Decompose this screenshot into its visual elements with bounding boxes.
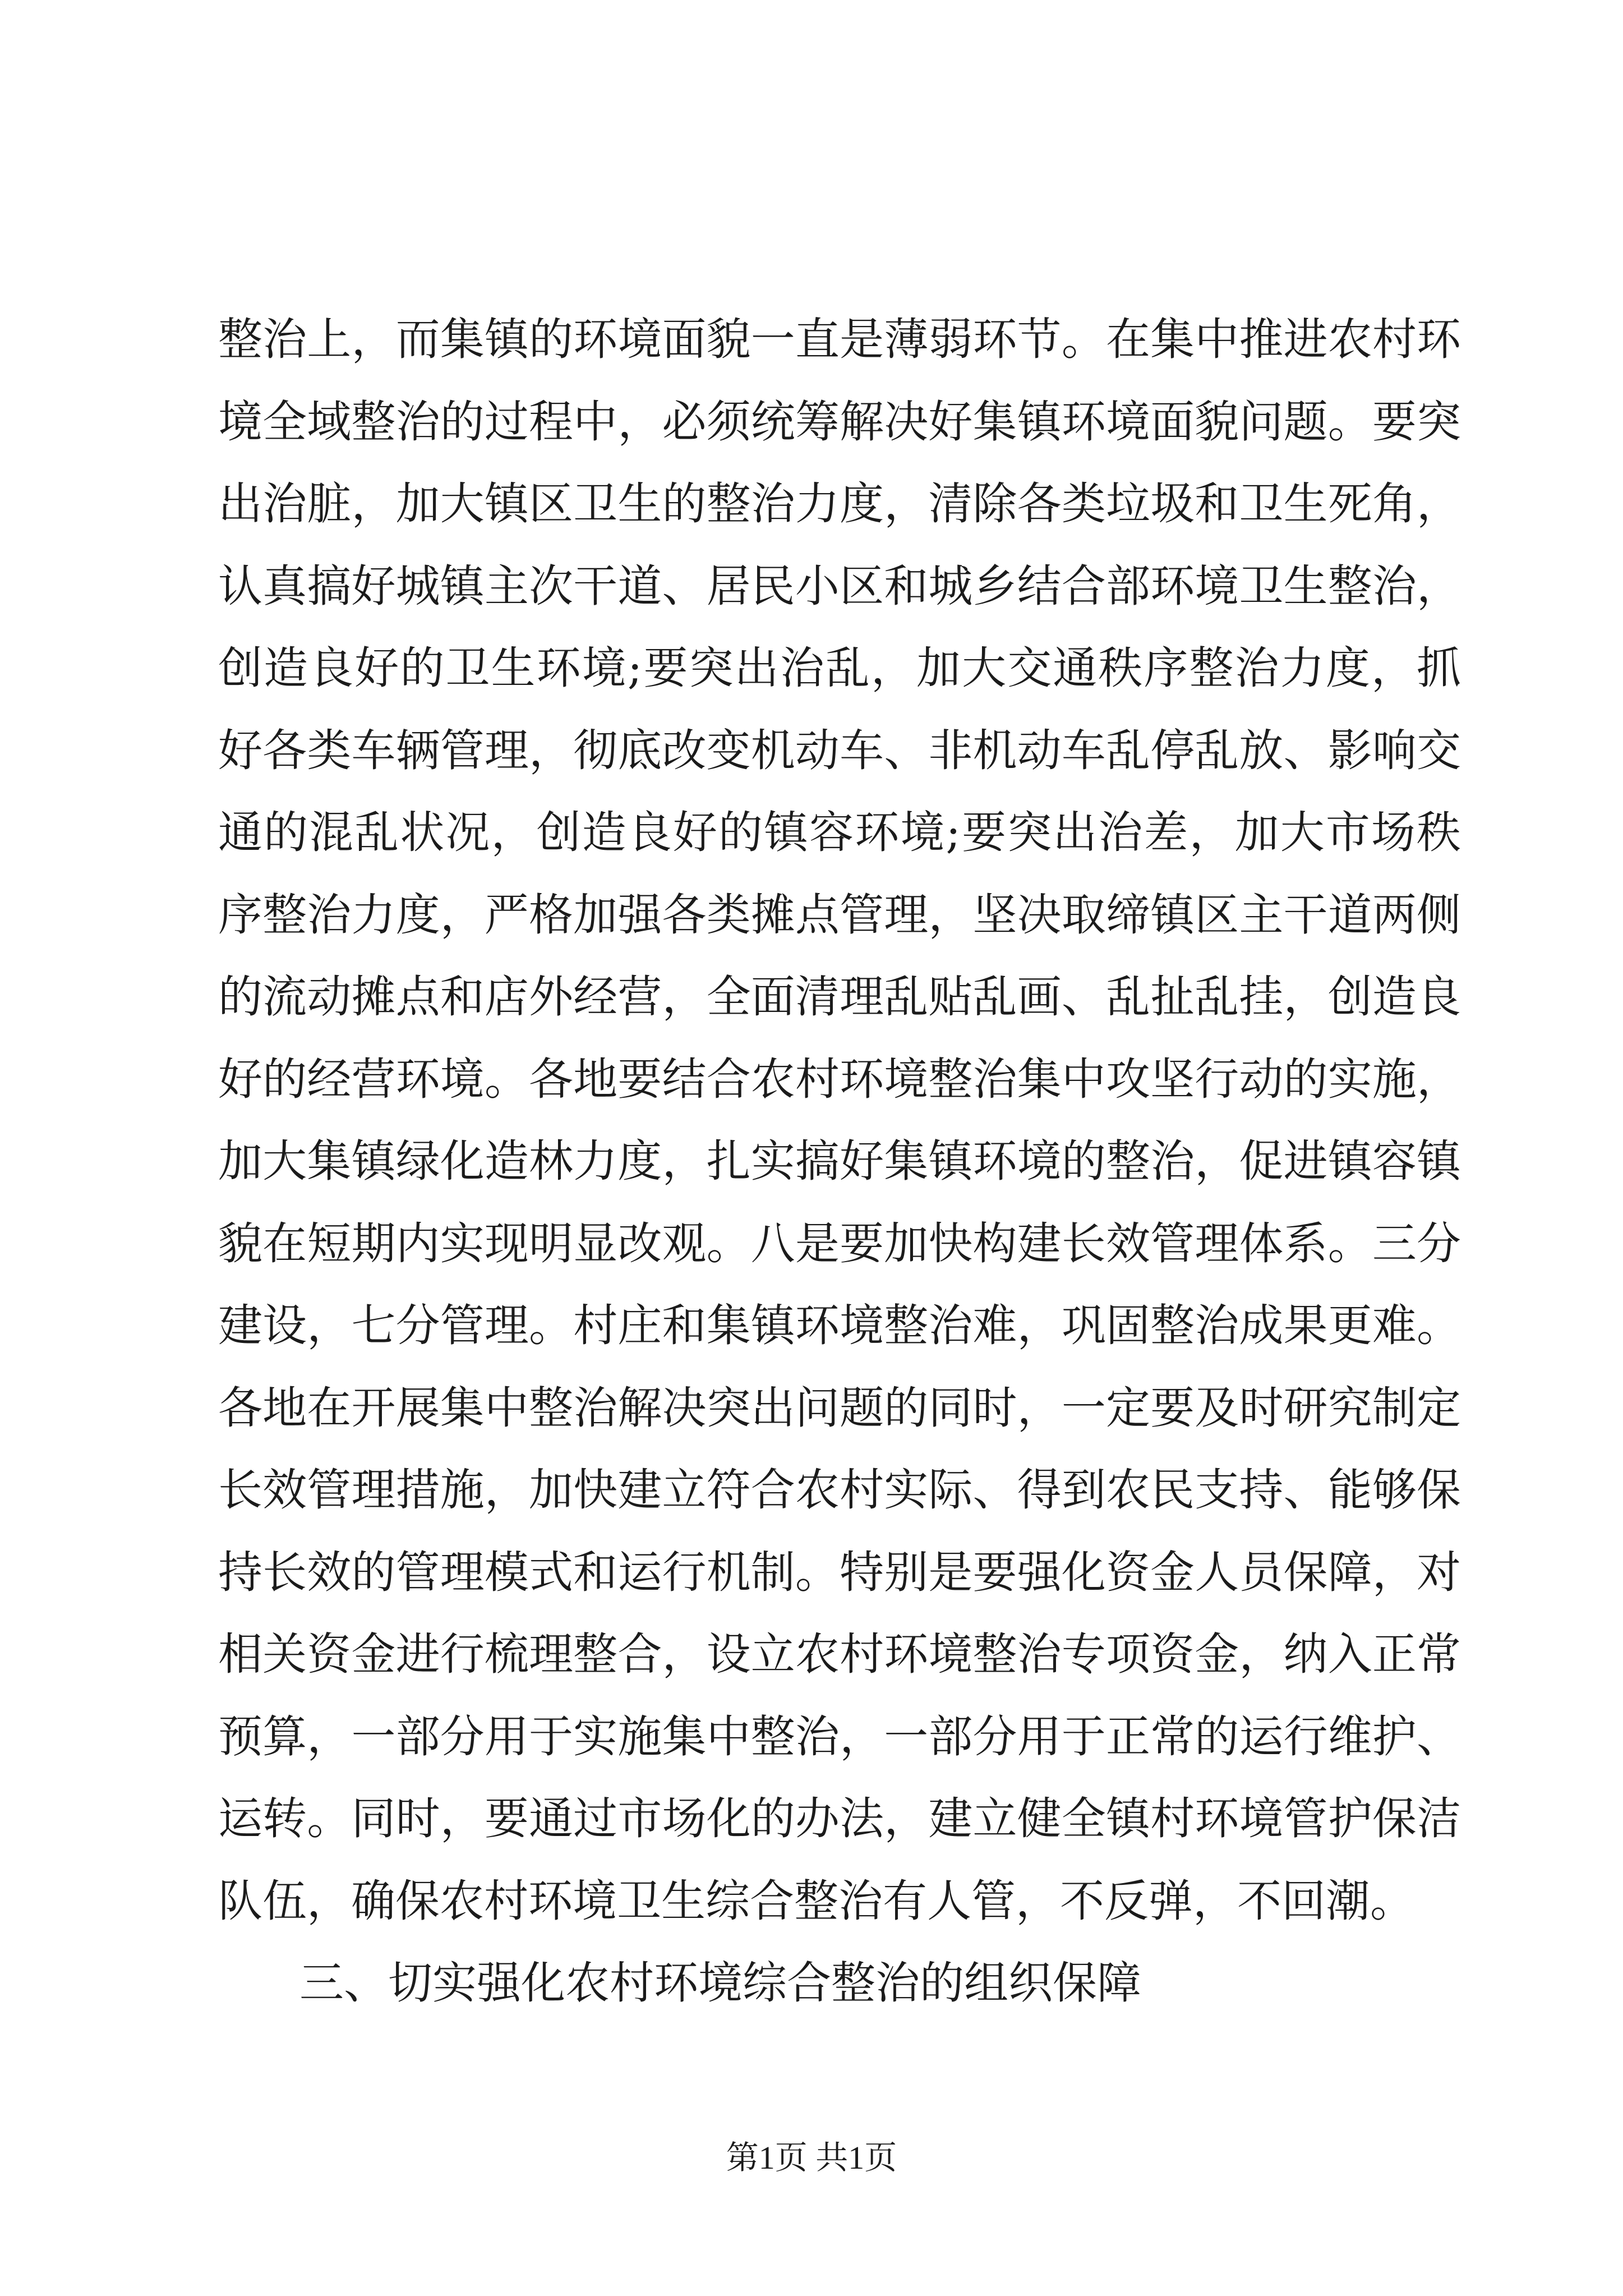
text-line: 通的混乱状况，创造良好的镇容环境;要突出治差，加大市场秩: [218, 807, 1461, 858]
text-line: 创造良好的卫生环境;要突出治乱，加大交通秩序整治力度，抓: [218, 642, 1461, 694]
page-footer: 第1页 共1页: [726, 2139, 897, 2176]
text-line: 的流动摊点和店外经营，全面清理乱贴乱画、乱扯乱挂，创造良: [218, 971, 1461, 1023]
text-line: 出治脏，加大镇区卫生的整治力度，清除各类垃圾和卫生死角，: [218, 478, 1461, 530]
text-line: 运转。同时，要通过市场化的办法，建立健全镇村环境管护保洁: [218, 1793, 1461, 1844]
text-line: 相关资金进行梳理整合，设立农村环境整治专项资金，纳入正常: [218, 1628, 1461, 1680]
section-heading: 三、切实强化农村环境综合整治的组织保障: [299, 1957, 1141, 2009]
text-line: 持长效的管理模式和运行机制。特别是要强化资金人员保障，对: [218, 1546, 1461, 1598]
text-line: 认真搞好城镇主次干道、居民小区和城乡结合部环境卫生整治，: [218, 560, 1461, 612]
text-line: 序整治力度，严格加强各类摊点管理，坚决取缔镇区主干道两侧: [218, 889, 1461, 941]
text-line: 好各类车辆管理，彻底改变机动车、非机动车乱停乱放、影响交: [218, 724, 1461, 776]
text-line: 境全域整治的过程中，必须统筹解决好集镇环境面貌问题。要突: [218, 395, 1461, 448]
text-line: 预算，一部分用于实施集中整治，一部分用于正常的运行维护、: [218, 1710, 1461, 1763]
text-line: 好的经营环境。各地要结合农村环境整治集中攻坚行动的实施，: [218, 1053, 1461, 1105]
text-line: 各地在开展集中整治解决突出问题的同时，一定要及时研究制定: [218, 1382, 1461, 1434]
text-line: 队伍，确保农村环境卫生综合整治有人管，不反弹，不回潮。: [218, 1875, 1414, 1927]
text-line: 整治上，而集镇的环境面貌一直是薄弱环节。在集中推进农村环: [218, 314, 1461, 365]
body-text: [218, 298, 1461, 2024]
text-line: 加大集镇绿化造林力度，扎实搞好集镇环境的整治，促进镇容镇: [218, 1135, 1461, 1187]
text-line: 建设，七分管理。村庄和集镇环境整治难，巩固整治成果更难。: [218, 1300, 1461, 1351]
text-line: 长效管理措施，加快建立符合农村实际、得到农民支持、能够保: [218, 1464, 1461, 1516]
text-line: 貌在短期内实现明显改观。八是要加快构建长效管理体系。三分: [218, 1217, 1461, 1269]
